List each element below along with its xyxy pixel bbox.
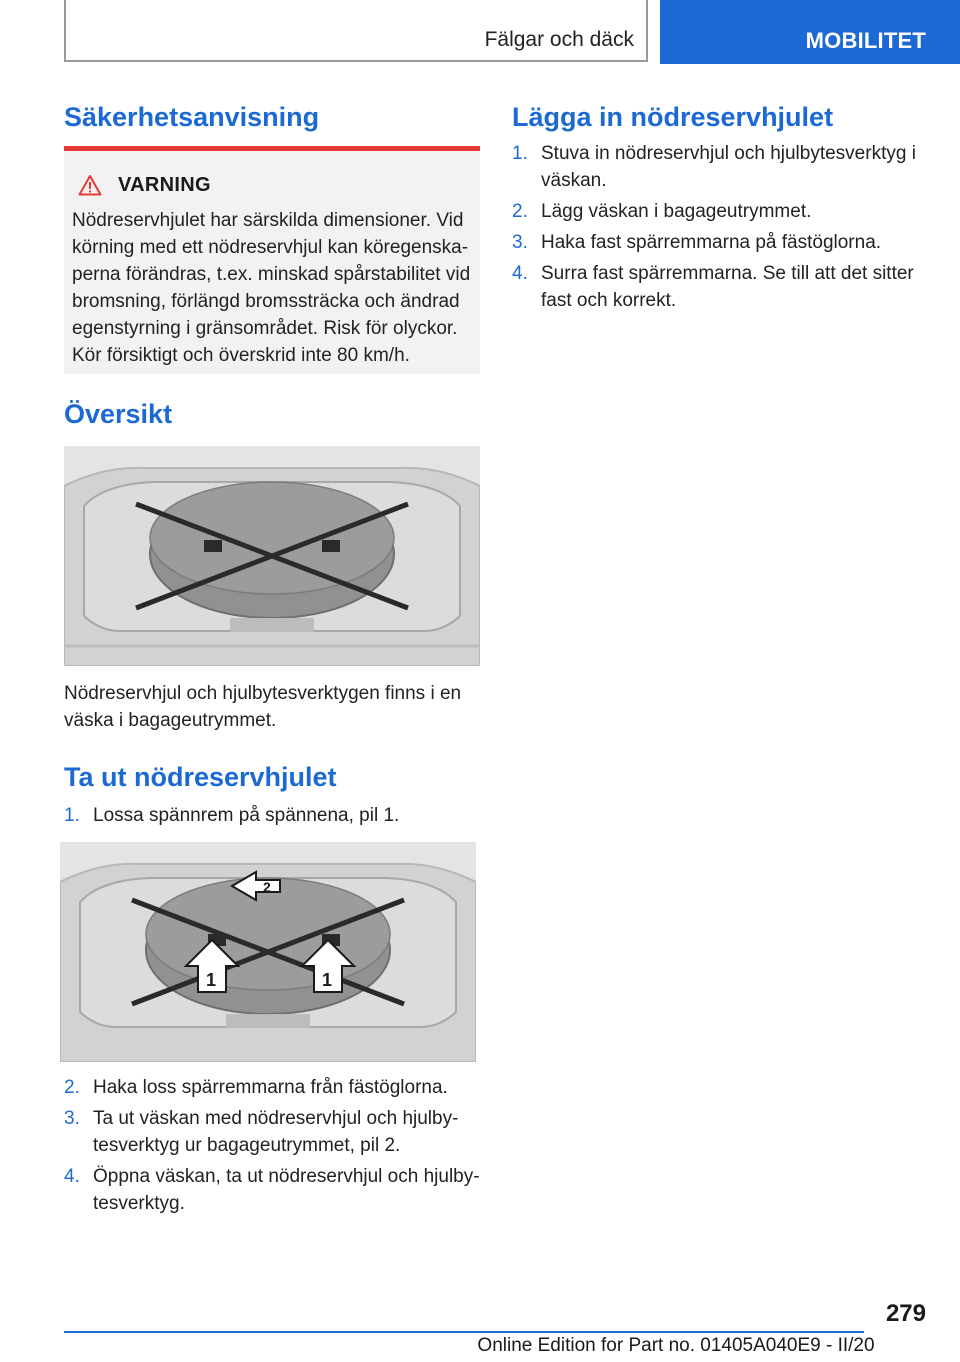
step-number: 1. <box>64 805 80 826</box>
footer-divider <box>64 1331 864 1333</box>
step-text: Stuva in nödreservhjul och hjulbytesverktyg i väskan. <box>541 143 916 191</box>
warning-label: VARNING <box>118 173 211 196</box>
step-number: 3. <box>64 1108 80 1129</box>
step-text: Lägg väskan i bagageutrymmet. <box>541 201 812 222</box>
trunk-arrows-photo <box>60 842 476 1062</box>
overview-caption: Nödreservhjul och hjulbytesverktygen finns i en väska i bagageutrymmet. <box>64 683 462 731</box>
overview-heading: Översikt <box>64 399 173 429</box>
step-number: 2. <box>64 1077 80 1098</box>
list-item <box>512 260 928 314</box>
warning-text: Nödreservhjulet har särskilda dimensioner. Vid körning med ett nödreservhjul kan köregenska-perna förändras, t.ex. minskad spårstabilitet vid bromsning, förlängd bromssträcka och ändrad egenstyrning i gränsområdet. Risk för olyckor. Kör försiktigt och överskrid inte 80 km/h. <box>72 210 471 366</box>
trunk-illustration <box>64 446 480 666</box>
page-number: 279 <box>885 1300 926 1327</box>
trunk-arrows-illustration <box>60 842 476 1062</box>
step-number: 1. <box>512 143 528 164</box>
remove-heading: Ta ut nödreservhjulet <box>64 762 337 792</box>
remove-steps-first <box>64 802 480 833</box>
step-text: Öppna väskan, ta ut nödreservhjul och hjulby-tesverktyg. <box>93 1166 480 1214</box>
step-number: 4. <box>64 1166 80 1187</box>
step-number: 4. <box>512 263 528 284</box>
step-text: Haka fast spärremmarna på fästöglorna. <box>541 232 882 253</box>
header-section-box <box>64 0 648 62</box>
step-text: Ta ut väskan med nödreservhjul och hjulby-tesverktyg ur bagageutrymmet, pil 2. <box>93 1108 459 1156</box>
list-item <box>64 802 480 829</box>
step-number: 2. <box>512 201 528 222</box>
warning-box <box>64 146 480 374</box>
step-text: Lossa spännrem på spännena, pil 1. <box>93 805 400 826</box>
arrow-1-right-label: 1 <box>322 970 333 990</box>
trunk-overview-photo <box>64 446 480 666</box>
arrow-2-label: 2 <box>263 879 271 895</box>
chapter-title: MOBILITET <box>805 28 926 53</box>
chapter-tab[interactable] <box>660 0 960 64</box>
step-text: Surra fast spärremmarna. Se till att det sitter fast och korrekt. <box>541 263 914 311</box>
remove-steps-rest <box>64 1074 480 1221</box>
warning-triangle-icon <box>78 174 102 196</box>
list-item <box>512 140 928 194</box>
edition-link[interactable]: Online Edition for Part no. 01405A040E9 - II/20 <box>477 1335 875 1356</box>
list-item <box>64 1105 480 1159</box>
warning-header <box>78 173 472 197</box>
step-text: Haka loss spärremmarna från fästöglorna. <box>93 1077 448 1098</box>
insert-steps <box>512 140 928 318</box>
insert-heading: Lägga in nödreservhjulet <box>512 102 834 132</box>
list-item <box>512 229 928 256</box>
list-item <box>512 198 928 225</box>
step-number: 3. <box>512 232 528 253</box>
section-title: Fälgar och däck <box>484 28 634 51</box>
list-item <box>64 1163 480 1217</box>
safety-heading: Säkerhetsanvisning <box>64 102 320 132</box>
list-item <box>64 1074 480 1101</box>
arrow-1-left-label: 1 <box>206 970 217 990</box>
